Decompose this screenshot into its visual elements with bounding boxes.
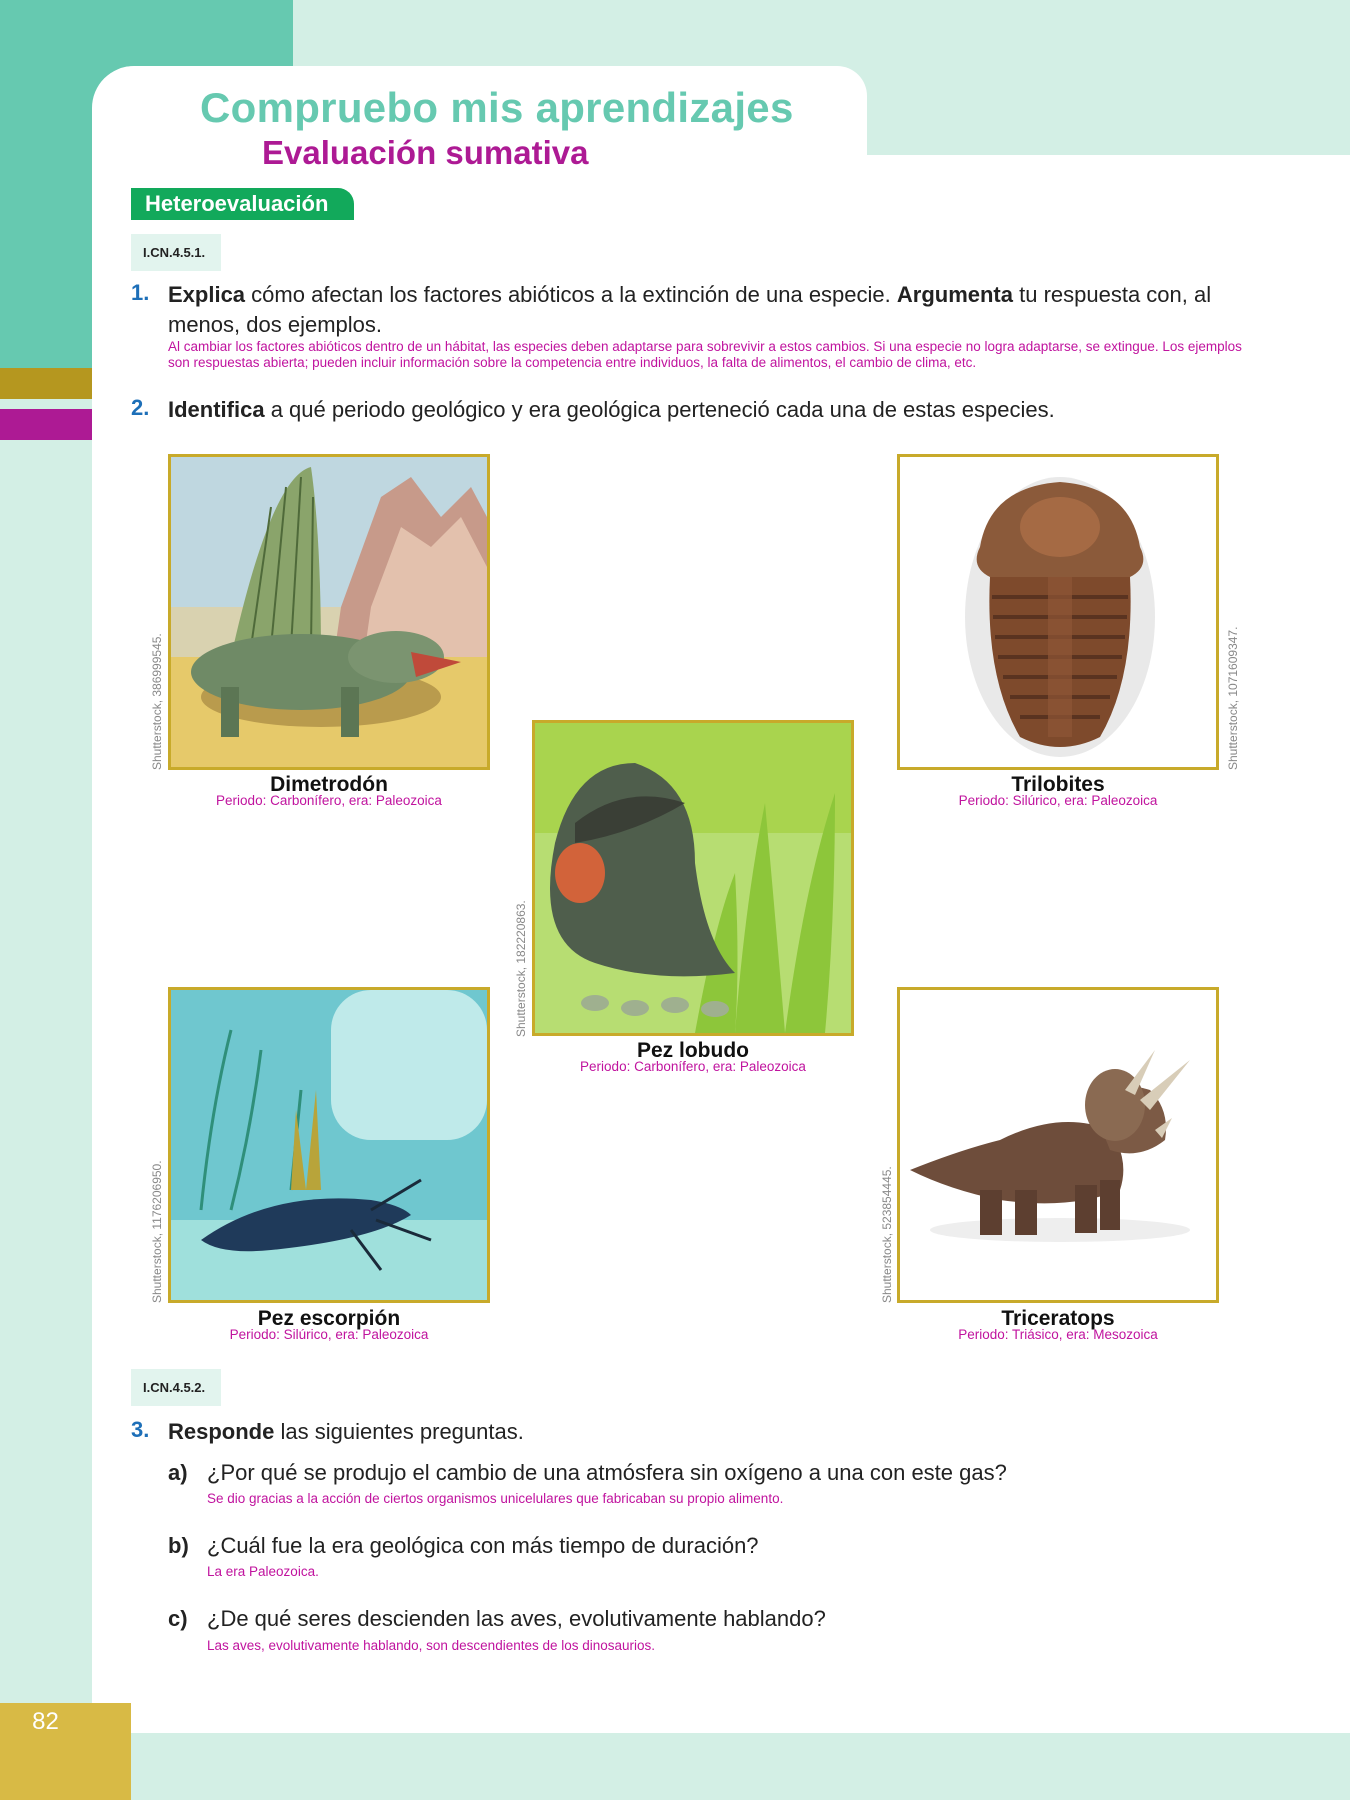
subquestion-answer: Las aves, evolutivamente hablando, son descendientes de los dinosaurios. — [207, 1638, 656, 1653]
species-name: Pez escorpión — [257, 1307, 401, 1330]
species-name: Triceratops — [1001, 1307, 1115, 1330]
subquestion-text: ¿De qué seres descienden las aves, evolutivamente hablando? — [207, 1606, 826, 1631]
question-number: 2. — [131, 395, 150, 420]
species-answer: Periodo: Carbonífero, era: Paleozoica — [580, 1059, 806, 1074]
species-answer: Periodo: Carbonífero, era: Paleozoica — [216, 793, 442, 808]
image-credit: Shutterstock, 1071609347. — [1226, 626, 1240, 770]
question-verb: Explica — [168, 282, 246, 307]
question-body: las siguientes preguntas. — [274, 1419, 524, 1444]
indicator-code: I.CN.4.5.2. — [131, 1369, 221, 1406]
sea-scorpion-image — [168, 987, 490, 1303]
gold-stripe — [0, 368, 92, 399]
indicator-code: I.CN.4.5.1. — [131, 234, 221, 271]
subquestion-text: ¿Cuál fue la era geológica con más tiempo de duración? — [207, 1533, 759, 1558]
species-answer: Periodo: Triásico, era: Mesozoica — [958, 1327, 1158, 1342]
species-answer: Periodo: Silúrico, era: Paleozoica — [958, 793, 1158, 808]
subquestion-text: ¿Por qué se produjo el cambio de una atmósfera sin oxígeno a una con este gas? — [207, 1460, 1007, 1485]
page-number: 82 — [32, 1708, 59, 1735]
question-text — [168, 395, 1238, 425]
question-text — [168, 1417, 524, 1447]
subquestion-answer: La era Paleozoica. — [207, 1564, 319, 1579]
question-body: tu respuesta con, al menos, dos ejemplos. — [168, 282, 1212, 337]
question-body: cómo afectan los factores abióticos a la extinción de una especie. — [245, 282, 897, 307]
subquestion-letter: b) — [168, 1533, 189, 1558]
subquestion-answer: Se dio gracias a la acción de ciertos organismos unicelulares que fabricaban su propio alimento. — [207, 1491, 784, 1506]
dimetrodon-image — [168, 454, 490, 770]
answer-text: Al cambiar los factores abióticos dentro de un hábitat, las especies deben adaptarse para sobrevivir a estos cambios. Si una especie no logra adaptarse, se extingue. Los ejemplos son respuestas abierta; pueden incluir información sobre la competencia entre individuos, la falta de alimentos, el cambio de clima, etc. — [168, 339, 1242, 370]
species-answer: Periodo: Silúrico, era: Paleozoica — [229, 1327, 429, 1342]
species-name: Pez lobudo — [637, 1039, 749, 1062]
image-credit: Shutterstock, 523854445. — [880, 1166, 894, 1303]
question-body: a qué periodo geológico y era geológica perteneció cada una de estas especies. — [264, 397, 1055, 422]
image-credit: Shutterstock, 1176206950. — [150, 1160, 164, 1303]
page-subtitle: Evaluación sumativa — [262, 134, 589, 171]
subquestion-letter: c) — [168, 1606, 188, 1631]
section-badge: Heteroevaluación — [131, 188, 354, 220]
species-name: Dimetrodón — [270, 773, 388, 796]
triceratops-image — [897, 987, 1219, 1303]
question-number: 3. — [131, 1417, 150, 1442]
lobe-finned-fish-image — [532, 720, 854, 1036]
magenta-stripe — [0, 409, 92, 440]
subquestion-letter: a) — [168, 1460, 188, 1485]
species-name: Trilobites — [1011, 773, 1105, 796]
footer-band — [0, 1733, 1350, 1800]
question-number: 1. — [131, 280, 150, 305]
page-title: Compruebo mis aprendizajes — [200, 84, 794, 131]
left-margin-band — [0, 370, 92, 1800]
question-verb: Argumenta — [896, 282, 1013, 307]
image-credit: Shutterstock, 182220863. — [514, 900, 528, 1037]
question-verb: Identifica — [168, 397, 265, 422]
trilobite-image — [897, 454, 1219, 770]
image-credit: Shutterstock, 386999545. — [150, 633, 164, 770]
question-text — [168, 280, 1238, 340]
question-verb: Responde — [168, 1419, 275, 1444]
